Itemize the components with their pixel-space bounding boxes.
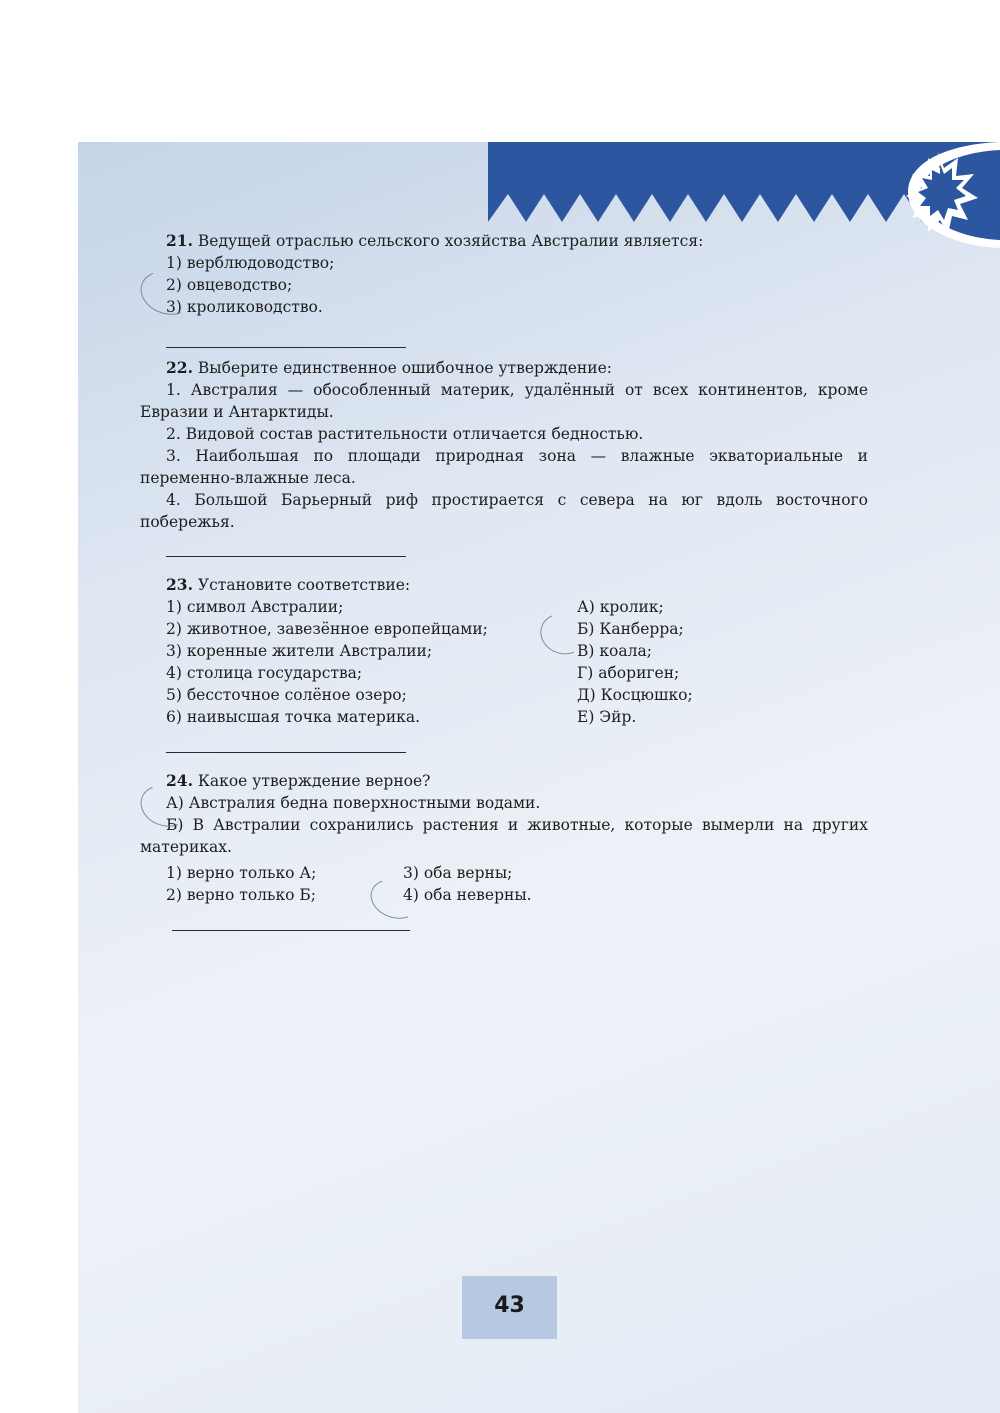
- question-23: [166, 574, 488, 728]
- statement-a: А) Австралия бедна поверхностными водами.: [166, 794, 541, 812]
- question-number: 23.: [166, 575, 193, 594]
- match-left-item: 4) столица государства;: [166, 664, 363, 682]
- match-right-item: В) коала;: [577, 642, 652, 660]
- option: 3) кролиководство.: [166, 298, 323, 316]
- star-icon: [878, 142, 1000, 248]
- answer-line[interactable]: [172, 930, 410, 931]
- question-number: 21.: [166, 231, 193, 250]
- option: 2) верно только Б;: [166, 886, 316, 904]
- match-left-item: 3) коренные жители Австралии;: [166, 642, 433, 660]
- match-left-item: 2) животное, завезённое европейцами;: [166, 620, 488, 638]
- match-left-item: 1) символ Австралии;: [166, 598, 344, 616]
- question-number: 24.: [166, 771, 193, 790]
- answer-line[interactable]: [166, 556, 406, 557]
- statement-1: 1. Австралия — обособленный материк, удалённый от всех континентов, кроме Евразии и Антарктиды.: [140, 381, 868, 421]
- question-24-options-left: [166, 862, 316, 906]
- question-text: Ведущей отраслью сельского хозяйства Австралии является:: [197, 232, 704, 250]
- question-number: 22.: [166, 358, 193, 377]
- statement-3: 3. Наибольшая по площади природная зона — влажные экваториальные и переменно-влажные леса.: [140, 447, 868, 487]
- option: 4) оба неверны.: [403, 886, 532, 904]
- match-right-item: Б) Канберра;: [577, 620, 684, 638]
- match-right-item: А) кролик;: [577, 598, 664, 616]
- match-right-item: Д) Косцюшко;: [577, 686, 693, 704]
- statement-b: Б) В Австралии сохранились растения и животные, которые вымерли на других материках.: [140, 816, 868, 856]
- statement-2: 2. Видовой состав растительности отличается бедностью.: [166, 425, 644, 443]
- option: 3) оба верны;: [403, 864, 513, 882]
- match-left-item: 6) наивысшая точка материка.: [166, 708, 421, 726]
- option: 2) овцеводство;: [166, 276, 293, 294]
- question-21: [166, 230, 703, 318]
- option: 1) верблюдоводство;: [166, 254, 335, 272]
- match-right-item: Е) Эйр.: [577, 708, 637, 726]
- match-left-item: 5) бессточное солёное озеро;: [166, 686, 407, 704]
- question-text: Выберите единственное ошибочное утверждение:: [197, 359, 612, 377]
- question-text: Установите соответствие:: [197, 576, 411, 594]
- option: 1) верно только А;: [166, 864, 317, 882]
- question-text: Какое утверждение верное?: [197, 772, 431, 790]
- page-number: 43: [462, 1276, 557, 1339]
- match-right-item: Г) абориген;: [577, 664, 680, 682]
- question-23-right-column: [577, 596, 693, 728]
- statement-4: 4. Большой Барьерный риф простирается с севера на юг вдоль восточного побережья.: [140, 491, 868, 531]
- answer-line[interactable]: [166, 752, 406, 753]
- answer-line[interactable]: [166, 347, 406, 348]
- question-22: [166, 357, 612, 379]
- question-24: [166, 770, 430, 792]
- question-24-options-right: [403, 862, 532, 906]
